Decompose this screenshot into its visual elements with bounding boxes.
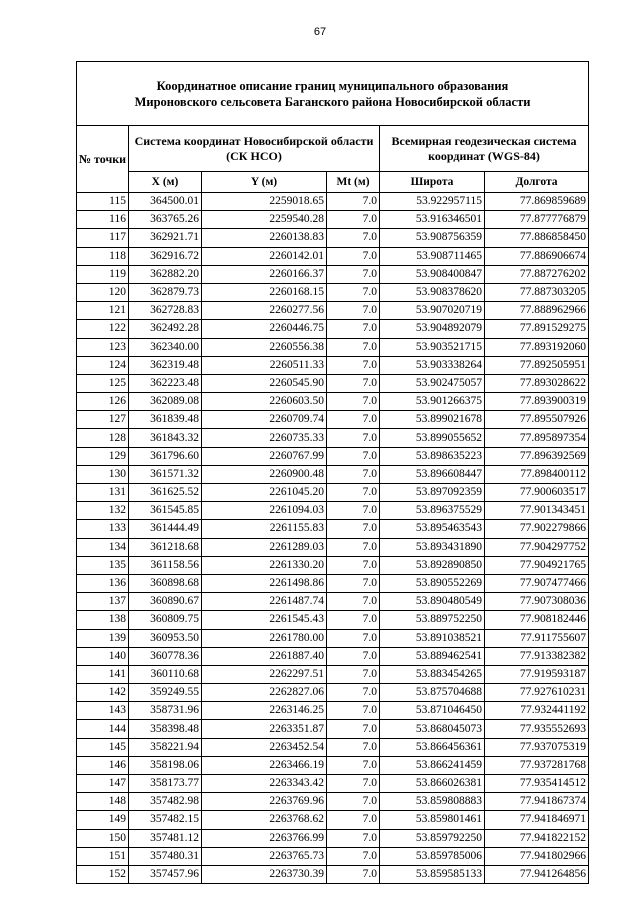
page-number: 67	[313, 26, 327, 38]
table-row	[77, 320, 589, 338]
point-number-cell: 117	[77, 229, 129, 247]
longitude-cell: 77.941867374	[485, 793, 589, 811]
table-row	[77, 775, 589, 793]
y-cell: 2260142.01	[202, 247, 327, 265]
nso-system-header: Система координат Новосибирской области (СК НСО)	[129, 126, 380, 172]
latitude-cell: 53.908756359	[380, 229, 485, 247]
mt-cell: 7.0	[327, 447, 380, 465]
table-row	[77, 502, 589, 520]
y-cell: 2261155.83	[202, 520, 327, 538]
y-cell: 2261545.43	[202, 611, 327, 629]
longitude-cell: 77.893900319	[485, 393, 589, 411]
x-cell: 363765.26	[129, 211, 202, 229]
x-cell: 361625.52	[129, 484, 202, 502]
point-number-cell: 135	[77, 556, 129, 574]
mt-cell: 7.0	[327, 283, 380, 301]
mt-cell: 7.0	[327, 720, 380, 738]
y-cell: 2263146.25	[202, 702, 327, 720]
x-cell: 360953.50	[129, 629, 202, 647]
table-row	[77, 211, 589, 229]
latitude-cell: 53.866456361	[380, 738, 485, 756]
y-cell: 2261045.20	[202, 484, 327, 502]
table-row	[77, 684, 589, 702]
x-column-header: X (м)	[129, 172, 202, 193]
latitude-cell: 53.901266375	[380, 393, 485, 411]
longitude-cell: 77.887303205	[485, 283, 589, 301]
point-number-cell: 148	[77, 793, 129, 811]
table-row	[77, 865, 589, 883]
x-cell: 362492.28	[129, 320, 202, 338]
x-cell: 362340.00	[129, 338, 202, 356]
latitude-cell: 53.859808883	[380, 793, 485, 811]
latitude-cell: 53.904892079	[380, 320, 485, 338]
longitude-cell: 77.893028622	[485, 374, 589, 392]
longitude-cell: 77.895507926	[485, 411, 589, 429]
x-cell: 358173.77	[129, 775, 202, 793]
point-number-cell: 132	[77, 502, 129, 520]
mt-cell: 7.0	[327, 229, 380, 247]
x-cell: 357482.98	[129, 793, 202, 811]
y-cell: 2259018.65	[202, 193, 327, 211]
point-number-cell: 118	[77, 247, 129, 265]
title-line-2: Мироновского сельсовета Баганского района Новосибирской области	[134, 94, 531, 109]
latitude-cell: 53.866026381	[380, 775, 485, 793]
y-cell: 2260709.74	[202, 411, 327, 429]
latitude-cell: 53.899055652	[380, 429, 485, 447]
y-cell: 2262297.51	[202, 665, 327, 683]
longitude-cell: 77.937281768	[485, 756, 589, 774]
table-row	[77, 484, 589, 502]
longitude-cell: 77.887276202	[485, 265, 589, 283]
table-row	[77, 247, 589, 265]
point-number-cell: 146	[77, 756, 129, 774]
point-number-cell: 149	[77, 811, 129, 829]
latitude-cell: 53.890480549	[380, 593, 485, 611]
x-cell: 362879.73	[129, 283, 202, 301]
x-cell: 357480.31	[129, 847, 202, 865]
point-number-cell: 144	[77, 720, 129, 738]
longitude-cell: 77.888962966	[485, 302, 589, 320]
mt-cell: 7.0	[327, 865, 380, 883]
latitude-cell: 53.899021678	[380, 411, 485, 429]
longitude-cell: 77.891529275	[485, 320, 589, 338]
mt-cell: 7.0	[327, 702, 380, 720]
latitude-cell: 53.889462541	[380, 647, 485, 665]
table-row	[77, 556, 589, 574]
longitude-cell: 77.877776879	[485, 211, 589, 229]
latitude-cell: 53.922957115	[380, 193, 485, 211]
point-number-cell: 133	[77, 520, 129, 538]
point-number-header: № точки	[77, 126, 129, 193]
table-row	[77, 520, 589, 538]
mt-cell: 7.0	[327, 629, 380, 647]
latitude-cell: 53.890552269	[380, 574, 485, 592]
longitude-cell: 77.869859689	[485, 193, 589, 211]
point-number-cell: 122	[77, 320, 129, 338]
longitude-cell: 77.896392569	[485, 447, 589, 465]
latitude-cell: 53.916346501	[380, 211, 485, 229]
y-cell: 2261094.03	[202, 502, 327, 520]
x-cell: 358398.48	[129, 720, 202, 738]
table-row	[77, 538, 589, 556]
point-number-cell: 139	[77, 629, 129, 647]
y-cell: 2260511.33	[202, 356, 327, 374]
x-cell: 360890.67	[129, 593, 202, 611]
x-cell: 362916.72	[129, 247, 202, 265]
point-number-cell: 116	[77, 211, 129, 229]
point-number-cell: 123	[77, 338, 129, 356]
mt-cell: 7.0	[327, 502, 380, 520]
latitude-cell: 53.871046450	[380, 702, 485, 720]
table-row	[77, 647, 589, 665]
coordinates-table	[76, 61, 589, 884]
latitude-cell: 53.875704688	[380, 684, 485, 702]
latitude-cell: 53.903338264	[380, 356, 485, 374]
mt-cell: 7.0	[327, 520, 380, 538]
longitude-cell: 77.892505951	[485, 356, 589, 374]
y-cell: 2261330.20	[202, 556, 327, 574]
y-cell: 2263768.62	[202, 811, 327, 829]
mt-cell: 7.0	[327, 302, 380, 320]
mt-cell: 7.0	[327, 374, 380, 392]
mt-cell: 7.0	[327, 738, 380, 756]
table-row	[77, 283, 589, 301]
mt-cell: 7.0	[327, 665, 380, 683]
mt-cell: 7.0	[327, 484, 380, 502]
table-row	[77, 411, 589, 429]
mt-cell: 7.0	[327, 775, 380, 793]
y-cell: 2260277.56	[202, 302, 327, 320]
y-cell: 2259540.28	[202, 211, 327, 229]
x-cell: 362728.83	[129, 302, 202, 320]
longitude-cell: 77.911755607	[485, 629, 589, 647]
latitude-cell: 53.868045073	[380, 720, 485, 738]
latitude-cell: 53.898635223	[380, 447, 485, 465]
point-number-cell: 134	[77, 538, 129, 556]
longitude-cell: 77.937075319	[485, 738, 589, 756]
mt-column-header: Mt (м)	[327, 172, 380, 193]
y-cell: 2260166.37	[202, 265, 327, 283]
longitude-cell: 77.935414512	[485, 775, 589, 793]
longitude-column-header: Долгота	[485, 172, 589, 193]
latitude-cell: 53.907020719	[380, 302, 485, 320]
longitude-cell: 77.886906674	[485, 247, 589, 265]
point-number-cell: 151	[77, 847, 129, 865]
y-cell: 2263343.42	[202, 775, 327, 793]
table-row	[77, 265, 589, 283]
latitude-cell: 53.883454265	[380, 665, 485, 683]
x-cell: 361839.48	[129, 411, 202, 429]
longitude-cell: 77.935552693	[485, 720, 589, 738]
latitude-column-header: Широта	[380, 172, 485, 193]
longitude-cell: 77.886858450	[485, 229, 589, 247]
x-cell: 357457.96	[129, 865, 202, 883]
y-cell: 2263766.99	[202, 829, 327, 847]
table-row	[77, 611, 589, 629]
y-cell: 2260900.48	[202, 465, 327, 483]
mt-cell: 7.0	[327, 684, 380, 702]
longitude-cell: 77.902279866	[485, 520, 589, 538]
longitude-cell: 77.907308036	[485, 593, 589, 611]
x-cell: 361843.32	[129, 429, 202, 447]
y-cell: 2263351.87	[202, 720, 327, 738]
x-cell: 362319.48	[129, 356, 202, 374]
mt-cell: 7.0	[327, 574, 380, 592]
point-number-cell: 141	[77, 665, 129, 683]
y-cell: 2261487.74	[202, 593, 327, 611]
longitude-cell: 77.893192060	[485, 338, 589, 356]
point-number-cell: 137	[77, 593, 129, 611]
point-number-cell: 136	[77, 574, 129, 592]
coordinates-rows	[77, 193, 589, 884]
longitude-cell: 77.919593187	[485, 665, 589, 683]
latitude-cell: 53.903521715	[380, 338, 485, 356]
longitude-cell: 77.895897354	[485, 429, 589, 447]
mt-cell: 7.0	[327, 247, 380, 265]
table-row	[77, 356, 589, 374]
mt-cell: 7.0	[327, 811, 380, 829]
longitude-cell: 77.901343451	[485, 502, 589, 520]
latitude-cell: 53.893431890	[380, 538, 485, 556]
mt-cell: 7.0	[327, 611, 380, 629]
table-row	[77, 793, 589, 811]
point-number-cell: 127	[77, 411, 129, 429]
latitude-cell: 53.896608447	[380, 465, 485, 483]
x-cell: 362882.20	[129, 265, 202, 283]
x-cell: 361571.32	[129, 465, 202, 483]
y-cell: 2261498.86	[202, 574, 327, 592]
latitude-cell: 53.892890850	[380, 556, 485, 574]
longitude-cell: 77.907477466	[485, 574, 589, 592]
mt-cell: 7.0	[327, 847, 380, 865]
longitude-cell: 77.932441192	[485, 702, 589, 720]
mt-cell: 7.0	[327, 429, 380, 447]
x-cell: 358221.94	[129, 738, 202, 756]
table-row	[77, 229, 589, 247]
x-cell: 364500.01	[129, 193, 202, 211]
mt-cell: 7.0	[327, 593, 380, 611]
longitude-cell: 77.908182446	[485, 611, 589, 629]
mt-cell: 7.0	[327, 829, 380, 847]
latitude-cell: 53.859792250	[380, 829, 485, 847]
x-cell: 359249.55	[129, 684, 202, 702]
point-number-cell: 126	[77, 393, 129, 411]
y-cell: 2263765.73	[202, 847, 327, 865]
latitude-cell: 53.889752250	[380, 611, 485, 629]
mt-cell: 7.0	[327, 556, 380, 574]
point-number-cell: 121	[77, 302, 129, 320]
y-column-header: Y (м)	[202, 172, 327, 193]
table-row	[77, 738, 589, 756]
x-cell: 358198.06	[129, 756, 202, 774]
point-number-cell: 128	[77, 429, 129, 447]
x-cell: 360898.68	[129, 574, 202, 592]
x-cell: 360778.36	[129, 647, 202, 665]
mt-cell: 7.0	[327, 356, 380, 374]
longitude-cell: 77.904921765	[485, 556, 589, 574]
longitude-cell: 77.898400112	[485, 465, 589, 483]
point-number-cell: 120	[77, 283, 129, 301]
x-cell: 362223.48	[129, 374, 202, 392]
y-cell: 2262827.06	[202, 684, 327, 702]
mt-cell: 7.0	[327, 465, 380, 483]
table-row	[77, 429, 589, 447]
latitude-cell: 53.908711465	[380, 247, 485, 265]
point-number-cell: 130	[77, 465, 129, 483]
x-cell: 362089.08	[129, 393, 202, 411]
point-number-cell: 131	[77, 484, 129, 502]
table-row	[77, 465, 589, 483]
mt-cell: 7.0	[327, 647, 380, 665]
x-cell: 361218.68	[129, 538, 202, 556]
table-row	[77, 574, 589, 592]
table-row	[77, 338, 589, 356]
longitude-cell: 77.900603517	[485, 484, 589, 502]
y-cell: 2260138.83	[202, 229, 327, 247]
point-number-cell: 124	[77, 356, 129, 374]
mt-cell: 7.0	[327, 265, 380, 283]
x-cell: 361444.49	[129, 520, 202, 538]
point-number-cell: 125	[77, 374, 129, 392]
latitude-cell: 53.859801461	[380, 811, 485, 829]
table-row	[77, 593, 589, 611]
y-cell: 2260556.38	[202, 338, 327, 356]
y-cell: 2263452.54	[202, 738, 327, 756]
longitude-cell: 77.927610231	[485, 684, 589, 702]
latitude-cell: 53.859785006	[380, 847, 485, 865]
mt-cell: 7.0	[327, 320, 380, 338]
wgs84-system-header: Всемирная геодезическая система координат (WGS-84)	[380, 126, 589, 172]
y-cell: 2260603.50	[202, 393, 327, 411]
table-row	[77, 829, 589, 847]
title-line-1: Координатное описание границ муниципального образования	[156, 78, 509, 93]
longitude-cell: 77.941846971	[485, 811, 589, 829]
y-cell: 2263466.19	[202, 756, 327, 774]
point-number-cell: 138	[77, 611, 129, 629]
table-row	[77, 629, 589, 647]
mt-cell: 7.0	[327, 338, 380, 356]
table-row	[77, 811, 589, 829]
x-cell: 361796.60	[129, 447, 202, 465]
mt-cell: 7.0	[327, 393, 380, 411]
y-cell: 2263730.39	[202, 865, 327, 883]
x-cell: 357481.12	[129, 829, 202, 847]
y-cell: 2260767.99	[202, 447, 327, 465]
mt-cell: 7.0	[327, 538, 380, 556]
longitude-cell: 77.941802966	[485, 847, 589, 865]
longitude-cell: 77.941264856	[485, 865, 589, 883]
y-cell: 2260168.15	[202, 283, 327, 301]
table-row	[77, 193, 589, 211]
table-row	[77, 374, 589, 392]
x-cell: 357482.15	[129, 811, 202, 829]
mt-cell: 7.0	[327, 211, 380, 229]
latitude-cell: 53.908378620	[380, 283, 485, 301]
x-cell: 360809.75	[129, 611, 202, 629]
table-row	[77, 665, 589, 683]
latitude-cell: 53.896375529	[380, 502, 485, 520]
mt-cell: 7.0	[327, 193, 380, 211]
point-number-cell: 129	[77, 447, 129, 465]
longitude-cell: 77.941822152	[485, 829, 589, 847]
point-number-cell: 115	[77, 193, 129, 211]
latitude-cell: 53.891038521	[380, 629, 485, 647]
y-cell: 2260545.90	[202, 374, 327, 392]
y-cell: 2261289.03	[202, 538, 327, 556]
table-row	[77, 393, 589, 411]
latitude-cell: 53.897092359	[380, 484, 485, 502]
x-cell: 362921.71	[129, 229, 202, 247]
table-title	[77, 62, 589, 126]
latitude-cell: 53.908400847	[380, 265, 485, 283]
point-number-cell: 150	[77, 829, 129, 847]
longitude-cell: 77.904297752	[485, 538, 589, 556]
longitude-cell: 77.913382382	[485, 647, 589, 665]
table-row	[77, 847, 589, 865]
latitude-cell: 53.866241459	[380, 756, 485, 774]
y-cell: 2261780.00	[202, 629, 327, 647]
table-row	[77, 447, 589, 465]
mt-cell: 7.0	[327, 756, 380, 774]
x-cell: 361545.85	[129, 502, 202, 520]
table-row	[77, 756, 589, 774]
mt-cell: 7.0	[327, 411, 380, 429]
point-number-cell: 119	[77, 265, 129, 283]
table-row	[77, 302, 589, 320]
mt-cell: 7.0	[327, 793, 380, 811]
point-number-cell: 142	[77, 684, 129, 702]
latitude-cell: 53.859585133	[380, 865, 485, 883]
latitude-cell: 53.895463543	[380, 520, 485, 538]
latitude-cell: 53.902475057	[380, 374, 485, 392]
point-number-cell: 147	[77, 775, 129, 793]
point-number-cell: 145	[77, 738, 129, 756]
point-number-cell: 140	[77, 647, 129, 665]
table-row	[77, 702, 589, 720]
table-row	[77, 720, 589, 738]
x-cell: 361158.56	[129, 556, 202, 574]
y-cell: 2263769.96	[202, 793, 327, 811]
x-cell: 360110.68	[129, 665, 202, 683]
x-cell: 358731.96	[129, 702, 202, 720]
y-cell: 2261887.40	[202, 647, 327, 665]
y-cell: 2260735.33	[202, 429, 327, 447]
point-number-cell: 143	[77, 702, 129, 720]
point-number-cell: 152	[77, 865, 129, 883]
y-cell: 2260446.75	[202, 320, 327, 338]
